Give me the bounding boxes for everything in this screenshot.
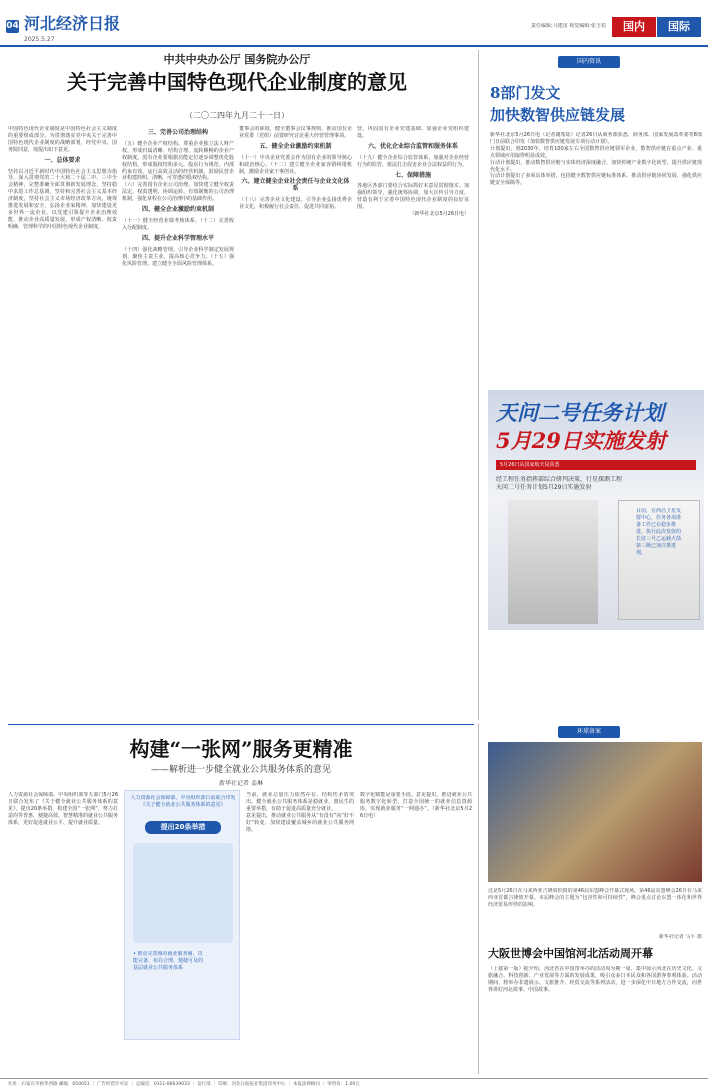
paragraph: 营。巩固国有企业党建基础，加强企业党组织建设。 (357, 126, 469, 139)
column-divider (478, 50, 479, 720)
bottom-article-subtitle: ——解析进一步健全就业公共服务体系的意见 (150, 765, 331, 775)
section-label-badge: 国内资讯 (558, 56, 620, 68)
sidebar-subhead: 加快数智供应链发展 (490, 106, 626, 124)
bottom-column-2 (246, 792, 354, 1072)
infographic-heading-pill: 提出20条举措 (145, 821, 221, 834)
page-header (0, 0, 708, 52)
section-heading: 三、完善公司治理结构 (147, 129, 208, 136)
editor-credits: 责任编辑:马建雷 视觉编辑:张玉桔 (531, 23, 606, 29)
section-heading: 七、保障措施 (394, 171, 431, 179)
banner-bar: 5月26日从国家航天局获悉 (496, 460, 696, 470)
photo-caption: 这是5月26日在马来西亚吉隆坡拍摄的第46届东盟峰会开幕式现场。第46届东盟峰会26日在马来西亚首都吉隆坡开幕。本届峰会的主题为“包容性和可持续性”，峰会重点讨论东盟一体化和世界经济贸易形势的影响。 (488, 888, 702, 908)
article-kicker: 中共中央办公厅 国务院办公厅 (163, 53, 311, 66)
paragraph: 新华社北京5月26日电（记者谢希瑶）记者26日从商务部获悉，商务部、国家发展改革委等8部门日前联合印发《加快数智供应链发展专项行动计划》。 (490, 132, 702, 145)
section-divider (8, 724, 474, 725)
main-article-header (0, 50, 474, 106)
global-label-badge: 环球备案 (558, 726, 620, 738)
section-heading: 四、健全企业激励约束机制 (141, 206, 214, 214)
expo-body: （上接第一版）据介绍，河北省在中国馆举办的活动周为期一周，集中展示河北在历史文化、文旅融合、科技创新、产业发展等方面的发展成果，吸引众多日本民众和各国游客参观体验。活动期间，将举办非遗展示、文旅推介、经贸交流等系列活动，进一步深化中日地方合作交流，向世界讲好河北故事、中国故事。 (488, 966, 702, 993)
infographic-illustration (133, 843, 233, 943)
sidebar-headline: 8部门发文 (490, 84, 561, 102)
header-divider (0, 45, 708, 47)
infographic-title: 人力资源社会保障部、中央组织部日前联合印发《关于健全就业公共服务体系的意见》 (130, 795, 236, 808)
footer-info: 社址：石家庄市裕华西路 邮编：050051 ｜ 广告经营许可证 ｜ 总编室：0311-88639033 ｜ 发行部 ｜ 印刷：河北日报报业集团印务中心 ｜ 本报法律顾问 ｜ 零售价：1.00元 (8, 1082, 360, 1087)
photo-credit: 新华社记者 马平 摄 (658, 934, 702, 940)
paragraph: 董事会的职权，健全董事会议事规则。推动国有企业党委（党组）前置研究讨论重大经营管理事项。 (239, 126, 352, 139)
bottom-article (8, 728, 474, 1078)
paragraph: （十八）完善企业文化建设。引导企业弘扬优秀企业文化，积极履行社会责任，促进共同富裕。 (239, 197, 352, 211)
rocket-graphic (508, 500, 598, 624)
sidebar-body (490, 132, 702, 384)
infographic-box (124, 790, 240, 1040)
paragraph: 各地区各部门要结合实际抓好本意见贯彻落实。加强组织领导，强化统筹协调，加大宣传引导力度，营造有利于完善中国特色现代企业制度的良好氛围。 (357, 183, 469, 211)
paragraph: （十九）健全企业综合监管体系。加强对企业经营行为的监管，依法打击侵害企业合法权益的行为。 (357, 154, 469, 168)
paragraph: 坚持以习近平新时代中国特色社会主义思想为指导，深入贯彻党的二十大和二十届二中、三中全会精神，完整准确全面贯彻新发展理念，坚持稳中求进工作总基调，坚持和完善社会主义基本经济制度，坚持社会主义市场经济改革方向，统筹推进发展和安全，弘扬企业家精神，加快建设更多世界一流企业，以党建引领提升企业治理效能，推动企业高质量发展，形成产权清晰、权责明确、管理科学的中国特色现代企业制度。 (8, 168, 117, 230)
article-column-2 (122, 126, 234, 716)
article-title: 关于完善中国特色现代企业制度的意见 (67, 70, 407, 94)
bottom-column-1: 人力资源社会保障部、中央组织部等五部门5月26日联合发布了《关于健全就业公共服务体系的意见》，提出20条举措，构建全国“一张网”，努力打造均等普惠、便捷高效、智慧精准的就业公共服务体系，更好促进就业公平、提升就业质量。 (8, 792, 118, 826)
article-column-4 (357, 126, 469, 716)
paragraph: 计划提出，到2030年，培育100家左右全国数智供应链领军企业，数智供应链在重点产业、重点领域应用取得明显成效。 (490, 145, 702, 159)
section-tab-international[interactable]: 国际 (657, 17, 701, 37)
bottom-article-byline: 新华社记者 姜琳 (219, 780, 263, 787)
right-bottom-section (478, 724, 708, 1074)
paragraph: （十四）强化战略管理。引导企业科学制定发展规划，聚焦主责主业，提高核心竞争力。（十五）强化风险管理。建立健全全面风险管理体系。 (122, 246, 234, 267)
section-tab-domestic[interactable]: 国内 (612, 17, 656, 37)
footer (0, 1078, 708, 1091)
paragraph: 行动计划提出了多项具体举措，包括健全数智供应链标准体系、推动供应链协同发展、强化供应链安全保障等。 (490, 173, 702, 187)
dateline: （新华社北京5月26日电） (409, 211, 469, 218)
banner-title: 天问二号任务计划 (496, 400, 664, 425)
paragraph: 意见提出，推动就业公共服务从“有没有”向“好不好”转变，加快建设覆盖城乡的就业公共服务网络。 (246, 812, 354, 833)
paragraph: （十一）中央企业党委会作为国有企业的领导核心和政治核心。（十二）建立健全企业家容错纠错机制，激励企业家干事创业。 (239, 154, 352, 175)
article-column-1 (8, 126, 117, 716)
article-date-line: （二〇二四年九月二十一日） (185, 111, 289, 120)
bottom-article-title: 构建“一张网”服务更精准 (129, 737, 353, 761)
paragraph: 当前，就业总量压力依然存在，结构性矛盾突出。健全就业公共服务体系是稳就业、惠民生的重要举措，有助于促进高质量充分就业。 (246, 792, 354, 812)
section-heading: 六、优化企业综合监管和服务体系 (367, 142, 458, 150)
paragraph: （六）完善国有企业公司治理。加快建立健全权责法定、权责透明、协调运转、有效制衡的公司治理机制，强化章程在公司治理中的基础作用。 (122, 182, 234, 203)
space-mission-banner (488, 390, 704, 630)
section-heading: 一、总体要求 (44, 156, 81, 164)
section-heading: 四、提升企业科学管理水平 (141, 234, 214, 242)
column-divider (478, 724, 479, 1074)
paragraph: 中国特色现代企业制度是中国特色社会主义制度的重要组成部分。为贯彻落实党中央关于完善中国特色现代企业制度的战略部署，经党中央、国务院同意，现提出如下意见。 (8, 126, 117, 153)
section-heading: 六、建立健全企业社会责任与企业文化体系 (241, 178, 350, 193)
page-number: 04 (6, 21, 19, 31)
banner-text: 经工程任务指挥部综合研判决策，行星探测工程天问二号任务计划5月29日实施发射 (496, 476, 623, 491)
infographic-points: • 推动完善城市就业服务圈，功能完备、布局合理、便捷可及的基层就业公共服务体系 (133, 951, 203, 971)
newspaper-logo: 河北经济日报 (24, 14, 121, 33)
banner-subtitle: 5月29日实施发射 (496, 428, 666, 453)
banner-side-text: 目前，在西昌卫星发射中心，任务各项准备工作已在稳步推进。执行此次发射的长征三号乙运载火箭第三级已加注推进剂。 (636, 508, 682, 556)
section-heading: 五、健全企业激励约束机制 (259, 142, 332, 150)
asean-summit-photo (488, 742, 702, 882)
paragraph: （十一）健全经营业绩考核体系。（十二）完善收入分配制度。 (122, 217, 234, 231)
paragraph: （五）健全企业产权结构。尊重企业独立法人财产权，形成归属清晰、结构合理、流转顺畅的企业产权制度。国有企业要根据功能定位逐步调整优化股权结构，形成股权结构多元、股东行为规范、内部约束有效、运行高效灵活的经营机制。鼓励民营企业构建简明、清晰、可穿透的股权结构。 (122, 140, 234, 182)
issue-date: 2025.5.27 (24, 36, 55, 43)
expo-headline: 大阪世博会中国馆河北活动周开幕 (488, 947, 653, 960)
paragraph: 行动计划提出，推动数智供应链与实体经济深度融合，加快传统产业数字化转型，提升供应链现代化水平。 (490, 159, 702, 173)
article-column-3 (239, 126, 352, 716)
right-sidebar (478, 50, 708, 720)
bottom-column-3: 数字化赋能是重要手段。意见提出，推进就业公共服务数字化转型，打造全国统一的就业信息资源库，实现就业服务“一网通办”。（新华社北京5月26日电） (360, 792, 472, 819)
